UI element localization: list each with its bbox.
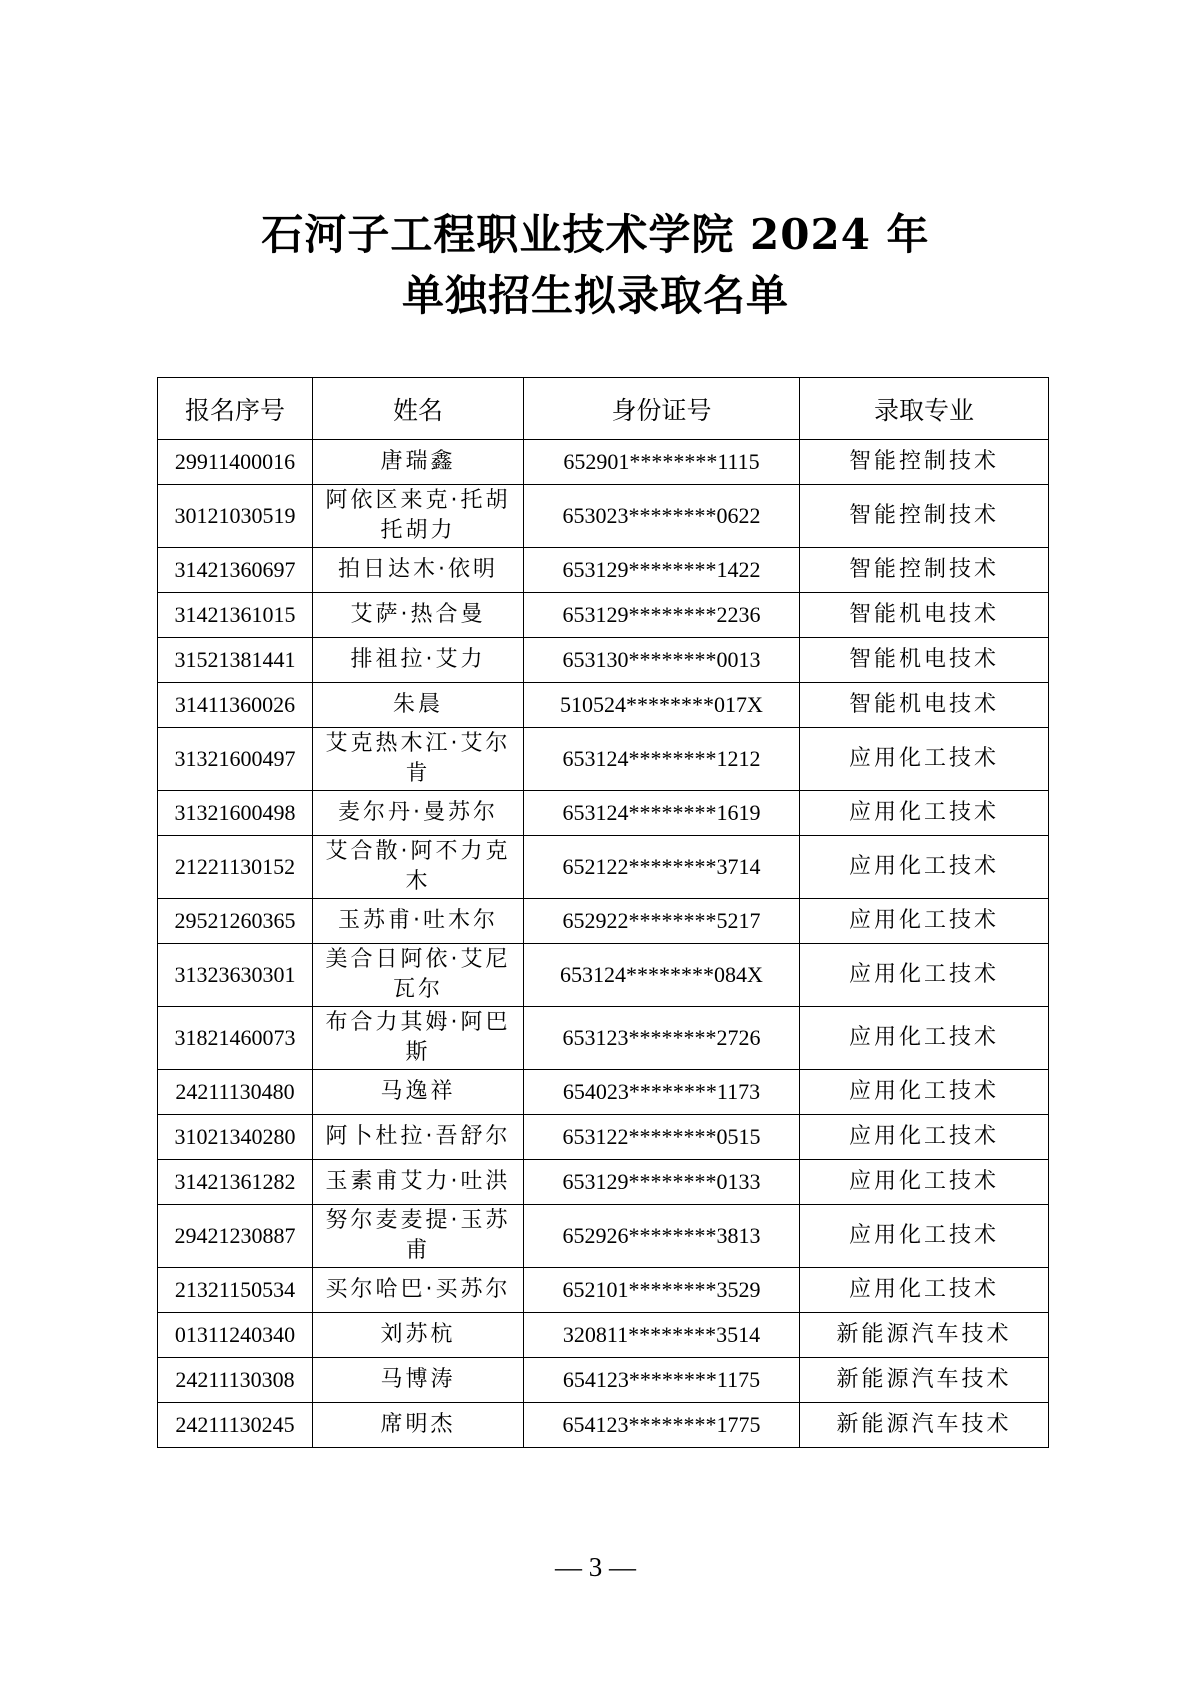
id-number-cell: 652122********3714 [524, 836, 800, 899]
table-row [158, 1358, 1049, 1403]
id-number-cell: 652901********1115 [524, 440, 800, 485]
table-row [158, 1313, 1049, 1358]
table-row [158, 836, 1049, 899]
registration-number-cell: 31421361015 [158, 593, 313, 638]
header-name: 姓名 [313, 378, 524, 440]
registration-number-cell: 31421361282 [158, 1160, 313, 1205]
page-number: — 3 — [555, 1552, 636, 1582]
header-major: 录取专业 [800, 378, 1049, 440]
id-number-cell: 654123********1775 [524, 1403, 800, 1448]
major-cell: 应用化工技术 [800, 1007, 1049, 1070]
id-number-cell: 653129********1422 [524, 548, 800, 593]
id-number-cell: 654123********1175 [524, 1358, 800, 1403]
major-cell: 智能控制技术 [800, 440, 1049, 485]
registration-number-cell: 31321600497 [158, 728, 313, 791]
table-row [158, 1403, 1049, 1448]
header-id-number: 身份证号 [524, 378, 800, 440]
major-cell: 新能源汽车技术 [800, 1358, 1049, 1403]
name-cell: 朱晨 [313, 683, 524, 728]
table-row [158, 1160, 1049, 1205]
registration-number-cell: 31021340280 [158, 1115, 313, 1160]
id-number-cell: 652926********3813 [524, 1205, 800, 1268]
registration-number-cell: 30121030519 [158, 485, 313, 548]
name-cell: 布合力其姆·阿巴斯 [313, 1007, 524, 1070]
registration-number-cell: 24211130245 [158, 1403, 313, 1448]
document-title-line2: 单独招生拟录取名单 [401, 271, 789, 320]
name-cell: 阿卜杜拉·吾舒尔 [313, 1115, 524, 1160]
id-number-cell: 653023********0622 [524, 485, 800, 548]
registration-number-cell: 31821460073 [158, 1007, 313, 1070]
registration-number-cell: 01311240340 [158, 1313, 313, 1358]
major-cell: 应用化工技术 [800, 1115, 1049, 1160]
name-cell: 艾合散·阿不力克木 [313, 836, 524, 899]
name-cell: 马逸祥 [313, 1070, 524, 1115]
registration-number-cell: 29521260365 [158, 899, 313, 944]
id-number-cell: 654023********1173 [524, 1070, 800, 1115]
registration-number-cell: 31323630301 [158, 944, 313, 1007]
name-cell: 阿依区来克·托胡托胡力 [313, 485, 524, 548]
id-number-cell: 653122********0515 [524, 1115, 800, 1160]
table-row [158, 944, 1049, 1007]
name-cell: 席明杰 [313, 1403, 524, 1448]
name-cell: 排祖拉·艾力 [313, 638, 524, 683]
major-cell: 智能机电技术 [800, 638, 1049, 683]
major-cell: 应用化工技术 [800, 728, 1049, 791]
name-cell: 艾克热木江·艾尔肯 [313, 728, 524, 791]
header-registration-number: 报名序号 [158, 378, 313, 440]
major-cell: 智能控制技术 [800, 485, 1049, 548]
id-number-cell: 652101********3529 [524, 1268, 800, 1313]
table-row [158, 1115, 1049, 1160]
id-number-cell: 653124********1619 [524, 791, 800, 836]
document-title-line1: 石河子工程职业技术学院 2024 年 [261, 210, 930, 259]
table-header-row [158, 378, 1049, 440]
name-cell: 玉素甫艾力·吐洪 [313, 1160, 524, 1205]
table-row [158, 899, 1049, 944]
table-body [158, 440, 1049, 1448]
name-cell: 拍日达木·依明 [313, 548, 524, 593]
registration-number-cell: 21321150534 [158, 1268, 313, 1313]
table-row [158, 1007, 1049, 1070]
registration-number-cell: 31521381441 [158, 638, 313, 683]
major-cell: 应用化工技术 [800, 899, 1049, 944]
id-number-cell: 653124********1212 [524, 728, 800, 791]
name-cell: 艾萨·热合曼 [313, 593, 524, 638]
name-cell: 买尔哈巴·买苏尔 [313, 1268, 524, 1313]
name-cell: 唐瑞鑫 [313, 440, 524, 485]
name-cell: 努尔麦麦提·玉苏甫 [313, 1205, 524, 1268]
id-number-cell: 653123********2726 [524, 1007, 800, 1070]
major-cell: 智能控制技术 [800, 548, 1049, 593]
registration-number-cell: 29421230887 [158, 1205, 313, 1268]
registration-number-cell: 24211130480 [158, 1070, 313, 1115]
major-cell: 应用化工技术 [800, 836, 1049, 899]
registration-number-cell: 29911400016 [158, 440, 313, 485]
id-number-cell: 653124********084X [524, 944, 800, 1007]
table-row [158, 791, 1049, 836]
id-number-cell: 652922********5217 [524, 899, 800, 944]
name-cell: 马博涛 [313, 1358, 524, 1403]
registration-number-cell: 31321600498 [158, 791, 313, 836]
table-row [158, 1070, 1049, 1115]
major-cell: 应用化工技术 [800, 1268, 1049, 1313]
name-cell: 麦尔丹·曼苏尔 [313, 791, 524, 836]
registration-number-cell: 31411360026 [158, 683, 313, 728]
registration-number-cell: 31421360697 [158, 548, 313, 593]
major-cell: 应用化工技术 [800, 1160, 1049, 1205]
major-cell: 智能机电技术 [800, 683, 1049, 728]
id-number-cell: 510524********017X [524, 683, 800, 728]
registration-number-cell: 21221130152 [158, 836, 313, 899]
major-cell: 新能源汽车技术 [800, 1403, 1049, 1448]
major-cell: 应用化工技术 [800, 1070, 1049, 1115]
name-cell: 玉苏甫·吐木尔 [313, 899, 524, 944]
registration-number-cell: 24211130308 [158, 1358, 313, 1403]
id-number-cell: 653130********0013 [524, 638, 800, 683]
major-cell: 应用化工技术 [800, 1205, 1049, 1268]
table-row [158, 728, 1049, 791]
major-cell: 应用化工技术 [800, 944, 1049, 1007]
table-row [158, 485, 1049, 548]
name-cell: 美合日阿依·艾尼瓦尔 [313, 944, 524, 1007]
admission-table [157, 377, 1049, 1448]
id-number-cell: 320811********3514 [524, 1313, 800, 1358]
major-cell: 应用化工技术 [800, 791, 1049, 836]
table-row [158, 593, 1049, 638]
major-cell: 新能源汽车技术 [800, 1313, 1049, 1358]
table-row [158, 683, 1049, 728]
major-cell: 智能机电技术 [800, 593, 1049, 638]
id-number-cell: 653129********2236 [524, 593, 800, 638]
id-number-cell: 653129********0133 [524, 1160, 800, 1205]
table-row [158, 638, 1049, 683]
name-cell: 刘苏杭 [313, 1313, 524, 1358]
table-row [158, 548, 1049, 593]
table-row [158, 1268, 1049, 1313]
table-row [158, 440, 1049, 485]
table-row [158, 1205, 1049, 1268]
